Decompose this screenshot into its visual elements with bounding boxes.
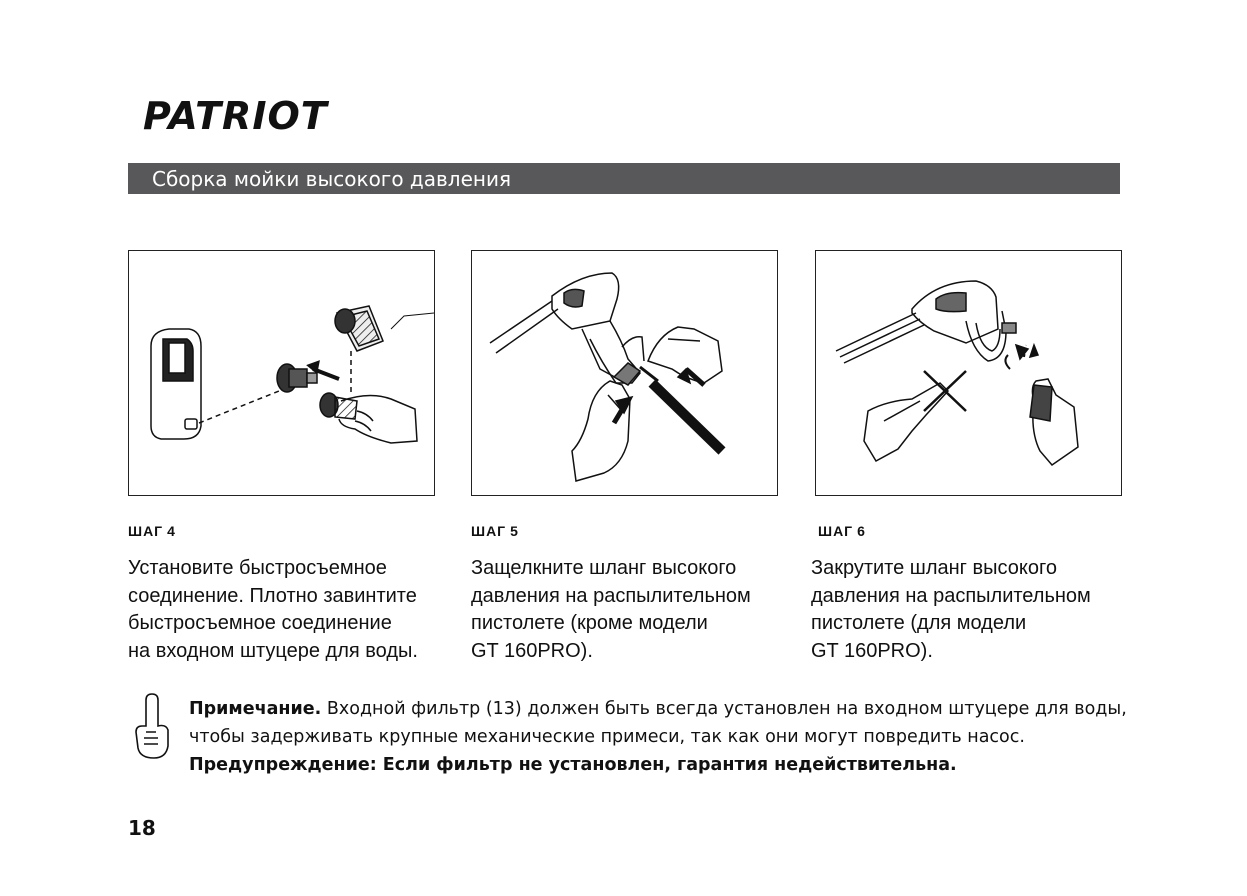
step-6-illustration	[815, 250, 1122, 496]
note-block	[189, 695, 1127, 779]
step-4-text: Установите быстросъемное соединение. Плотно завинтите быстросъемное соединение на входном штуцере для воды.	[128, 557, 418, 662]
step-4-illustration	[128, 250, 435, 496]
step-6-text: Закрутите шланг высокого давления на распылительном пистолете (для модели GT 160PRO).	[811, 557, 1091, 662]
step-6-label: ШАГ 6	[818, 523, 866, 539]
note-line-1: Входной фильтр (13) должен быть всегда установлен на входном штуцере для воды,	[321, 699, 1127, 719]
pointing-hand-icon	[132, 690, 172, 762]
step-5-label: ШАГ 5	[471, 523, 519, 539]
brand-logo: PATRIOT	[143, 94, 328, 138]
section-header	[128, 163, 1120, 194]
note-title: Примечание.	[189, 699, 322, 719]
page-number: 18	[128, 816, 156, 840]
section-title: Сборка мойки высокого давления	[152, 167, 511, 191]
step-4-label: ШАГ 4	[128, 523, 176, 539]
note-line-2: чтобы задерживать крупные механические примеси, так как они могут повредить насос.	[189, 727, 1025, 747]
step-5-illustration	[471, 250, 778, 496]
step-5-text: Защелкните шланг высокого давления на распылительном пистолете (кроме модели GT 160PRO).	[471, 557, 751, 662]
warning-text: Предупреждение: Если фильтр не установлен, гарантия недействительна.	[189, 755, 957, 775]
